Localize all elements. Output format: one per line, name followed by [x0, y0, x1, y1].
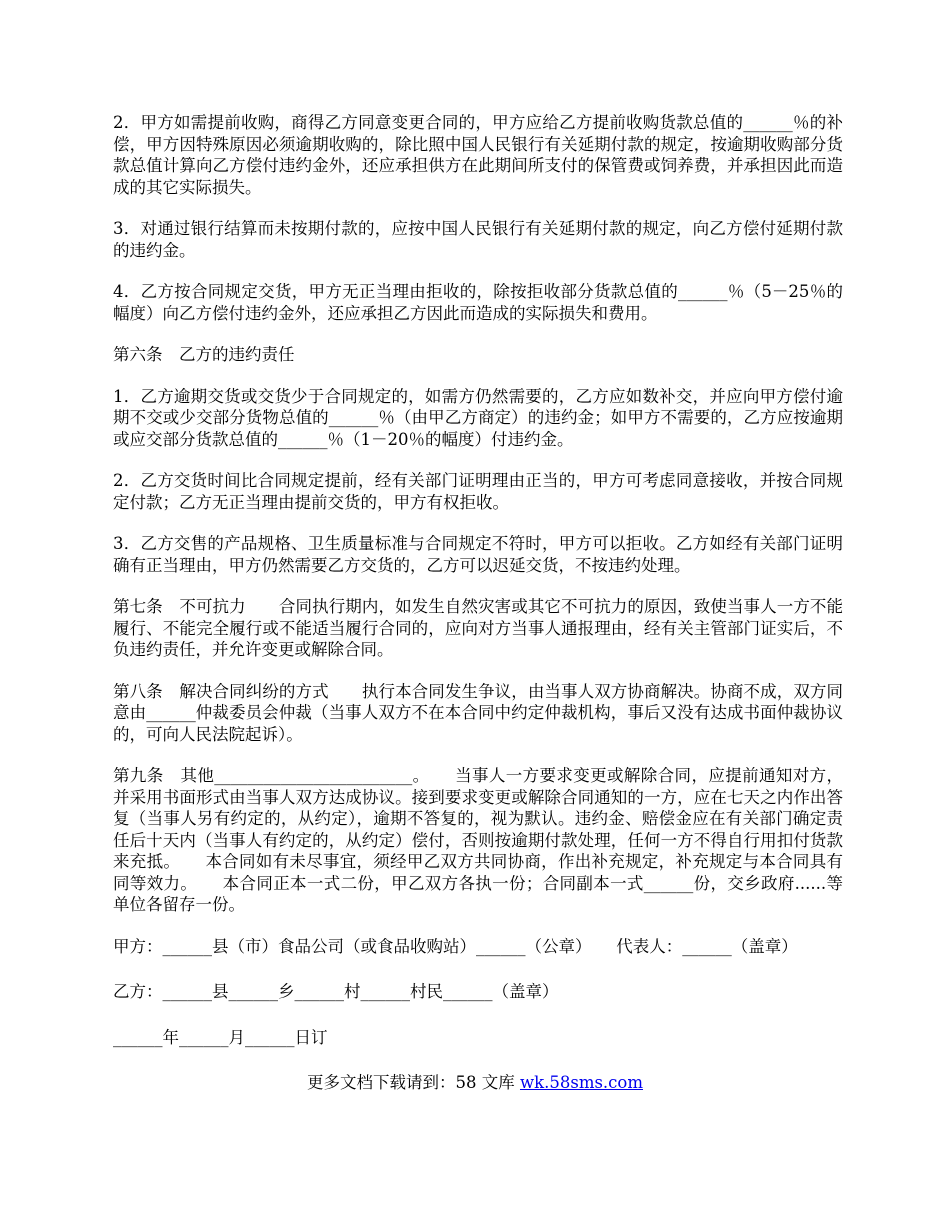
- party-b-signature: 乙方：______县______乡______村______村民______（盖章）: [113, 982, 559, 1001]
- footer-text: 更多文档下载请到：58 文库: [306, 1073, 520, 1092]
- clause-paragraph: 2．甲方如需提前收购，商得乙方同意变更合同的，甲方应给乙方提前收购货款总值的______％的补偿，甲方因特殊原因必须逾期收购的，除比照中国人民银行有关延期付款的规定，按逾期收购部分货款总值计算向乙方偿付违约金外，还应承担供方在此期间所支付的保管费或饲养费，并承担因此而造成的其它实际损失。: [113, 113, 843, 197]
- page-footer: [0, 1072, 950, 1094]
- footer-link[interactable]: wk.58sms.com: [519, 1073, 643, 1092]
- clause-paragraph: 3．对通过银行结算而未按期付款的，应按中国人民银行有关延期付款的规定，向乙方偿付延期付款的违约金。: [113, 219, 843, 260]
- signing-date: ______年______月______日订: [113, 1027, 328, 1047]
- clause-paragraph: 2．乙方交货时间比合同规定提前，经有关部门证明理由正当的，甲方可考虑同意接收，并按合同规定付款；乙方无正当理由提前交货的，甲方有权拒收。: [113, 471, 843, 512]
- clause-paragraph: 4．乙方按合同规定交货，甲方无正当理由拒收的，除按拒收部分货款总值的______％（5－25％的幅度）向乙方偿付违约金外，还应承担乙方因此而造成的实际损失和费用。: [113, 282, 843, 323]
- clause-paragraph: 第八条 解决合同纠纷的方式 执行本合同发生争议，由当事人双方协商解决。协商不成，双方同意由______仲裁委员会仲裁（当事人双方不在本合同中约定仲裁机构，事后又没有达成书面仲裁协议的，可向人民法院起诉）。: [113, 681, 843, 744]
- party-a-signature: 甲方：______县（市）食品公司（或食品收购站）______（公章） 代表人：______（盖章）: [113, 936, 798, 956]
- clause-paragraph: 第九条 其他________________________。 当事人一方要求变更或解除合同，应提前通知对方，并采用书面形式由当事人双方达成协议。接到要求变更或解除合同通知的一方，应在七天之内作出答复（当事人另有约定的，从约定），逾期不答复的，视为默认。违约金、赔偿金应在有关部门确定责任后十天内（当事人有约定的，从约定）偿付，否则按逾期付款处理，任何一方不得自行用扣付货款来充抵。 本合同如有未尽事宜，须经甲乙双方共同协商，作出补充规定，补充规定与本合同具有同等效力。 本合同正本一式二份，甲乙双方各执一份；合同副本一式______份，交乡政府......等单位各留存一份。: [113, 766, 843, 914]
- clause-paragraph: 1．乙方逾期交货或交货少于合同规定的，如需方仍然需要的，乙方应如数补交，并应向甲方偿付逾期不交或少交部分货物总值的______％（由甲乙方商定）的违约金；如甲方不需要的，乙方应按逾期或应交部分货款总值的______％（1－20％的幅度）付违约金。: [113, 386, 843, 449]
- section-heading: 第六条 乙方的违约责任: [113, 345, 295, 364]
- clause-paragraph: 3．乙方交售的产品规格、卫生质量标准与合同规定不符时，甲方可以拒收。乙方如经有关部门证明确有正当理由，甲方仍然需要乙方交货的，乙方可以迟延交货，不按违约处理。: [113, 534, 843, 575]
- document-body: [113, 112, 843, 1072]
- clause-paragraph: 第七条 不可抗力 合同执行期内，如发生自然灾害或其它不可抗力的原因，致使当事人一方不能履行、不能完全履行或不能适当履行合同的，应向对方当事人通报理由，经有关主管部门证实后，不负违约责任，并允许变更或解除合同。: [113, 597, 843, 659]
